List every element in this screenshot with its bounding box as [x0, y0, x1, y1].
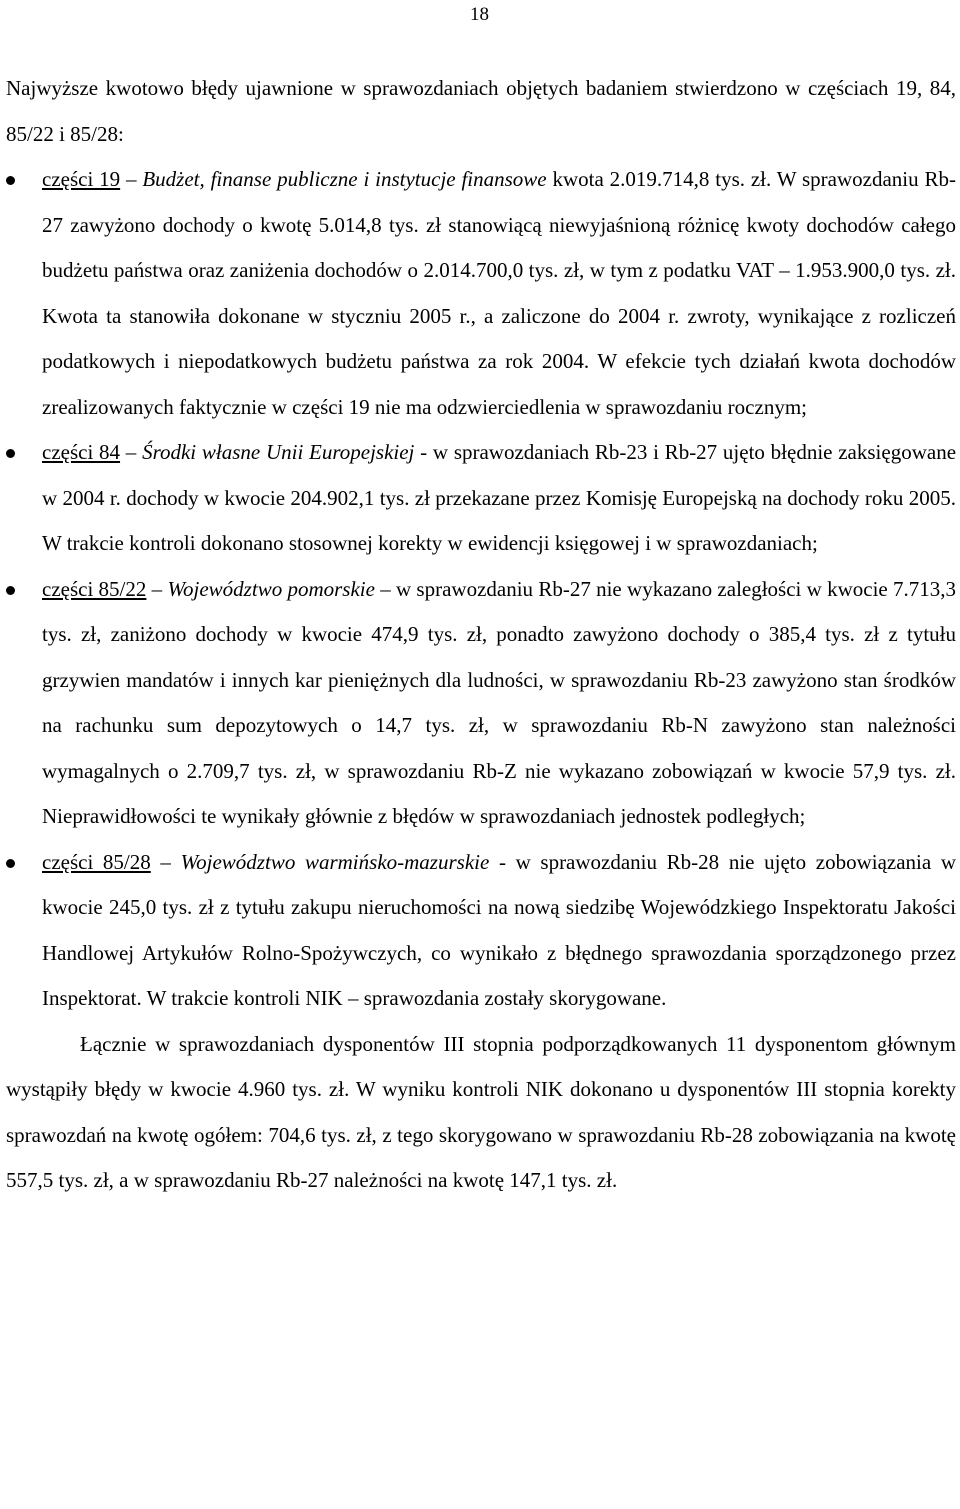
bullet-icon	[6, 859, 15, 868]
list-item	[6, 430, 956, 567]
item-title: Województwo pomorskie	[167, 576, 375, 601]
page-number: 18	[470, 4, 489, 25]
item-text: - w sprawozdaniach Rb-23 i Rb-27 ujęto błędnie zaksięgowane w 2004 r. dochody w kwocie 204.902,1 tys. zł przekazane przez Komisję Europejską na dochody roku 2005. W trakcie kontroli dokonano stosownej korekty w ewidencji księgowej i w sprawozdaniach;	[42, 440, 957, 555]
item-title: Środki własne Unii Europejskiej	[142, 440, 415, 464]
list-item	[6, 840, 956, 1022]
bullet-icon	[6, 176, 15, 185]
item-label: części 84	[42, 440, 121, 464]
list-item	[6, 567, 956, 840]
item-text: – w sprawozdaniu Rb-27 nie wykazano zaległości w kwocie 7.713,3 tys. zł, zaniżono dochody w kwocie 474,9 tys. zł, ponadto zawyżono dochody o 385,4 tys. zł z tytułu grzywien mandatów i innych kar pieniężnych dla ludności, w sprawozdaniu Rb-23 zawyżono stan środków na rachunku sum depozytowych o 14,7 tys. zł, w sprawozdaniu Rb-N zawyżono stan należności wymagalnych o 2.709,7 tys. zł, w sprawozdaniu Rb-Z nie wykazano zobowiązań w kwocie 57,9 tys. zł. Nieprawidłowości te wynikały głównie z błędów w sprawozdaniach jednostek podległych;	[42, 576, 957, 828]
item-label: części 19	[42, 167, 121, 191]
list-item	[6, 157, 956, 430]
item-title: Województwo warmińsko-mazurskie	[180, 849, 490, 874]
bullet-icon	[6, 449, 15, 458]
intro-paragraph: Najwyższe kwotowo błędy ujawnione w sprawozdaniach objętych badaniem stwierdzono w częściach 19, 84, 85/22 i 85/28:	[6, 76, 956, 146]
closing-paragraph: Łącznie w sprawozdaniach dysponentów III stopnia podporządkowanych 11 dysponentom głównym wystąpiły błędy w kwocie 4.960 tys. zł. W wyniku kontroli NIK dokonano u dysponentów III stopnia korekty sprawozdań na kwotę ogółem: 704,6 tys. zł, z tego skorygowano w sprawozdaniu Rb-28 zobowiązania na kwotę 557,5 tys. zł, a w sprawozdaniu Rb-27 należności na kwotę 147,1 tys. zł.	[6, 1031, 956, 1192]
item-dash: –	[146, 576, 168, 601]
bullet-icon	[6, 586, 15, 595]
item-dash: –	[150, 849, 181, 874]
item-label: części 85/28	[42, 849, 151, 874]
item-dash: –	[120, 167, 143, 191]
item-dash: –	[120, 440, 143, 464]
item-label: części 85/22	[42, 576, 147, 601]
item-text: kwota 2.019.714,8 tys. zł. W sprawozdaniu Rb-27 zawyżono dochody o kwotę 5.014,8 tys. zł stanowiącą niewyjaśnioną różnicę kwoty dochodów całego budżetu państwa oraz zaniżenia dochodów o 2.014.700,0 tys. zł, w tym z podatku VAT – 1.953.900,0 tys. zł. Kwota ta stanowiła dokonane w styczniu 2005 r., a zaliczone do 2004 r. zwroty, wynikające z rozliczeń podatkowych i niepodatkowych budżetu państwa za rok 2004. W efekcie tych działań kwota dochodów zrealizowanych faktycznie w części 19 nie ma odzwierciedlenia w sprawozdaniu rocznym;	[42, 167, 956, 419]
item-text: - w sprawozdaniu Rb-28 nie ujęto zobowiązania w kwocie 245,0 tys. zł z tytułu zakupu nieruchomości na nową siedzibę Wojewódzkiego Inspektoratu Jakości Handlowej Artykułów Rolno-Spożywczych, co wynikało z błędnego sprawozdania sporządzonego przez Inspektorat. W trakcie kontroli NIK – sprawozdania zostały skorygowane.	[42, 849, 956, 1010]
document-body	[6, 66, 956, 1204]
item-title: Budżet, finanse publiczne i instytucje finansowe	[142, 167, 547, 191]
findings-list	[6, 157, 956, 1022]
